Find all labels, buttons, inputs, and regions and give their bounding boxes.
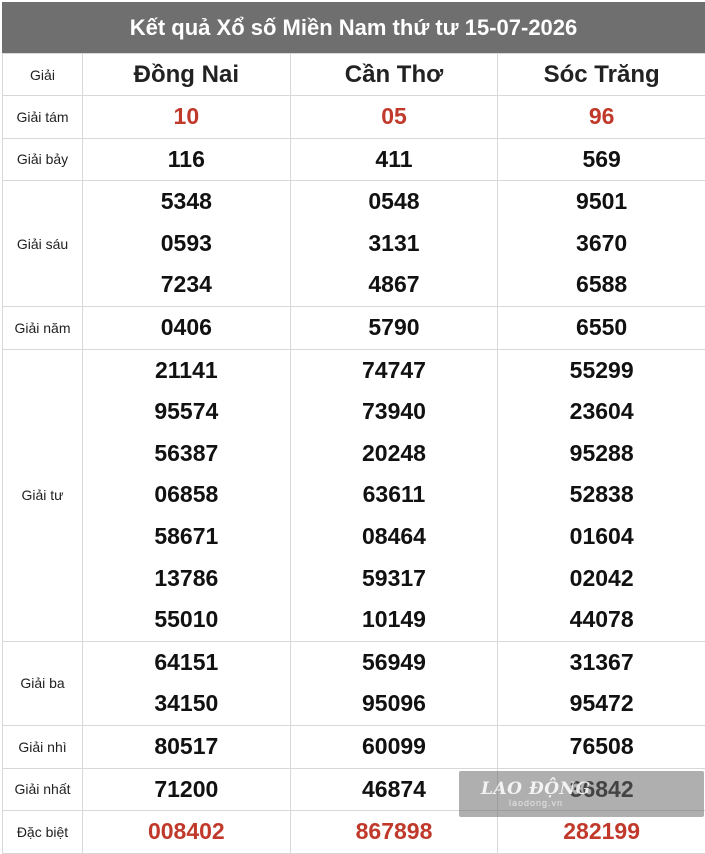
prize-number: 73940 [291,391,498,433]
province-header: Đồng Nai [83,54,291,96]
prize-label: Giải bảy [3,138,83,181]
prize-number: 10 [83,96,290,138]
prize-number: 5790 [291,307,498,349]
prize-number: 01604 [498,516,705,558]
prize-number: 95288 [498,433,705,475]
prize-label: Giải nhì [3,725,83,768]
prize-number: 116 [83,139,290,181]
prize-number: 56387 [83,433,290,475]
prize-cell [83,306,291,349]
special-prize-number: 008402 [83,811,290,853]
prize-number: 55010 [83,599,290,641]
prize-number: 569 [498,139,705,181]
prize-number: 44078 [498,599,705,641]
prize-label: Giải nhất [3,768,83,811]
prize-number: 0593 [83,223,290,265]
prize-cell [83,349,291,641]
prize-number: 3131 [291,223,498,265]
province-header: Cần Thơ [290,54,498,96]
prize-label: Giải tư [3,349,83,641]
results-table [2,53,705,854]
prize-number: 31367 [498,642,705,684]
prize-cell [290,725,498,768]
prize-label: Giải tám [3,96,83,139]
prize-number: 4867 [291,264,498,306]
prize-cell [498,306,705,349]
prize-number: 80517 [83,726,290,768]
prize-cell [498,181,705,307]
prize-row [3,96,705,139]
prize-label: Giải ba [3,641,83,725]
prize-number: 34150 [83,683,290,725]
prize-cell [290,181,498,307]
prize-cell [83,138,291,181]
prize-number: 20248 [291,433,498,475]
prize-row [3,725,705,768]
prize-number: 55299 [498,350,705,392]
prize-number: 10149 [291,599,498,641]
watermark-site-text: laodong.vn [481,798,704,808]
prize-number: 95574 [83,391,290,433]
prize-number: 60099 [291,726,498,768]
prize-cell [498,96,705,139]
page-title: Kết quả Xổ số Miền Nam thứ tư 15-07-2026 [2,2,705,53]
prize-label: Giải năm [3,306,83,349]
prize-cell [83,725,291,768]
header-label: Giải [3,54,83,96]
prize-number: 5348 [83,181,290,223]
prize-number: 08464 [291,516,498,558]
prize-row [3,641,705,725]
prize-cell [498,138,705,181]
prize-cell [290,641,498,725]
prize-number: 7234 [83,264,290,306]
prize-number: 56949 [291,642,498,684]
prize-cell [83,181,291,307]
prize-number: 95096 [291,683,498,725]
prize-cell [290,349,498,641]
prize-number: 13786 [83,558,290,600]
province-header: Sóc Trăng [498,54,705,96]
prize-number: 74747 [291,350,498,392]
prize-number: 96 [498,96,705,138]
prize-number: 06858 [83,474,290,516]
header-row [3,54,705,96]
prize-number: 76508 [498,726,705,768]
prize-number: 6550 [498,307,705,349]
prize-row [3,349,705,641]
prize-label: Giải sáu [3,181,83,307]
prize-cell [498,725,705,768]
prize-number: 411 [291,139,498,181]
prize-row [3,181,705,307]
prize-cell [83,768,291,811]
watermark-logo [459,771,704,817]
prize-number: 3670 [498,223,705,265]
prize-label: Đặc biệt [3,811,83,854]
special-prize-number: 867898 [291,811,498,853]
prize-cell [498,641,705,725]
prize-number: 64151 [83,642,290,684]
prize-number: 52838 [498,474,705,516]
prize-cell [83,641,291,725]
prize-row [3,138,705,181]
prize-number: 21141 [83,350,290,392]
prize-cell [498,349,705,641]
prize-row [3,306,705,349]
prize-cell [83,96,291,139]
prize-number: 0548 [291,181,498,223]
prize-number: 23604 [498,391,705,433]
prize-number: 58671 [83,516,290,558]
watermark-logo-text: LAO ĐỘNG [481,780,704,798]
prize-cell [290,138,498,181]
prize-number: 95472 [498,683,705,725]
prize-number: 05 [291,96,498,138]
special-prize-number: 282199 [498,811,705,853]
prize-number: 0406 [83,307,290,349]
prize-cell [290,306,498,349]
prize-number: 63611 [291,474,498,516]
prize-number: 46874 [291,769,498,811]
prize-number: 6588 [498,264,705,306]
prize-number: 71200 [83,769,290,811]
prize-number: 59317 [291,558,498,600]
prize-number: 02042 [498,558,705,600]
prize-number: 9501 [498,181,705,223]
prize-cell [290,96,498,139]
